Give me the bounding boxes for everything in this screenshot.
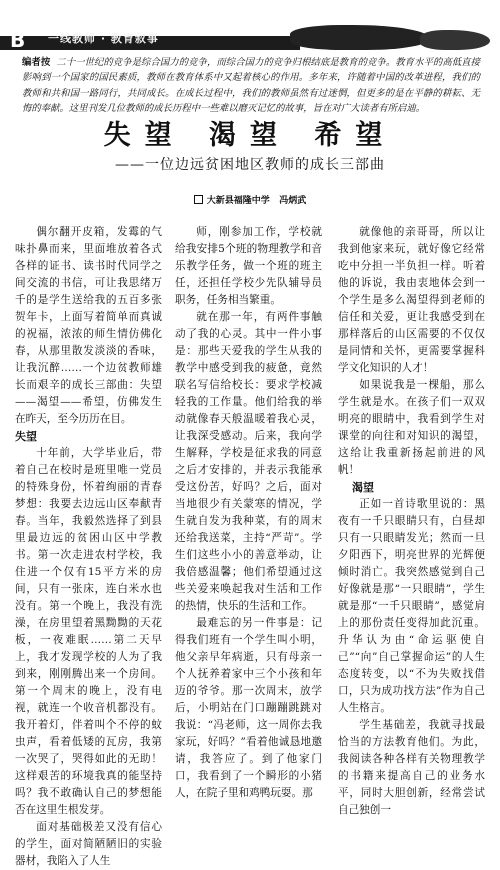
text-column-2 xyxy=(175,224,322,799)
author-school: 大新县福隆中学 xyxy=(206,196,270,206)
banner-letter: B xyxy=(10,28,26,52)
editor-note-text: 二十一世纪的竞争是综合国力的竞争，而综合国力的竞争归根结底是教育的竞争。教育水平的高低直接影响到一个国家的国民素质，教师在教育体系中又起着核心的作用。多年来，许随着中国的改革进程，我们的教师和共和国一路同行，共同成长。在成长过程中，我们的教师虽然有过迷惘，但更多的是在平静的耕耘、无悔的奉献。这里刊发几位教师的成长历程中一些难以磨灭记忆的故事，旨在对广大读者有所启迪。 xyxy=(22,57,480,115)
author-box-icon xyxy=(194,195,203,204)
paragraph: 正如一首诗歌里说的：黑夜有一千只眼睛只有，白昼却只有一只眼睛发光；然而一旦夕阳西下，明亮世界的光辉便倾时消亡。我突然感觉到自己好像就是那“一只眼睛”，学生就是那“一千只眼睛”，感觉肩上的那份责任变得加此沉重。升华认为由“命运驱使自己”“向”自己掌握命运”的人生态度转变，以“不为失败找借口，只为成功找方法”作为自己人生格言。 xyxy=(338,498,485,714)
paragraph: 师，刚参加工作，学校就给我安排5个班的物理教学和音乐教学任务，做一个班的班主任，还担任学校少先队辅导员职务，任务相当繁重。 xyxy=(175,226,322,306)
paragraph: 面对基础极差又没有信心的学生，面对简陋陋旧的实验器材，我陷入了人生 xyxy=(15,821,162,867)
section-banner xyxy=(0,0,500,50)
section-heading: 渴望 xyxy=(352,481,374,494)
paragraph: 最难忘的另一件事是：记得我们班有一个学生叫小明，他父亲早年病逝，只有母亲一个人抚养着家中三个小孩和年迈的爷爷。那一次周末，放学后，小明站在门口蹦蹦跳跳对我说：“冯老师，这一周你去我家玩，好吗？”看着他诚恳地邀请，我答应了。到了他家门口，我看到了一个瞬形的小猪人，在院子里和鸡鸭玩耍。那 xyxy=(175,617,322,799)
paragraph: 十年前，大学毕业后，带着自己在校时是班里唯一党员的特殊身份，怀着绚丽的青春梦想：我要去边远山区奉献青春。当年，我毅然选择了到县里最边远的贫困山区中学教书。第一次走进农村学校，我住进一个仅有15平方米的房间，只有一张床，连白米水也没有。第一个晚上，我没有洗澡，在房里望着黑黝黝的天花板，一夜难眠……第二天早上，我才发现学校的人为了我到来，刚刚腾出来一个房间。第一个周末的晚上，没有电视，就连一个收音机都没有。我开着灯，伴着叫个不停的蚊虫声，看着低矮的瓦房，我第一次哭了，哭得如此的无助！这样艰苦的环境我真的能坚持吗？我不敢确认自己的梦想能否在这里生根发芽。 xyxy=(15,447,162,816)
paragraph: 如果说我是一棵船，那么学生就是水。在孩子们一双双明亮的眼睛中，我看到学生对课堂的向往和对知识的渴望，这给让我重新扬起前进的风帆！ xyxy=(338,379,485,476)
paragraph: 就像他的亲哥哥，所以让我到他家来玩，就好像它经常吃中分担一半负担一样。听着他的诉说，我由衷地体会到一个学生是多么渴望得到老师的信任和关爱，更让我感受到在那样落后的山区需要的不仅仅是同情和关怀，更需要掌握科学文化知识的人才！ xyxy=(338,226,485,374)
banner-text: 一线教师 · 教育叙事 xyxy=(48,32,159,45)
author-name: 冯炳武 xyxy=(279,196,307,206)
editor-note xyxy=(22,55,480,117)
paragraph: 学生基础差，我就寻找最恰当的方法教育他们。为此，我阅读各种各样有关物理教学的书籍来提高自己的业务水平，同时大胆创新，经常尝试自己独创一 xyxy=(338,719,485,816)
author-line xyxy=(0,193,500,206)
section-heading: 失望 xyxy=(15,430,37,443)
text-column-3 xyxy=(338,224,485,816)
text-column-1 xyxy=(15,224,162,867)
article-title: 失望 渴望 希望 xyxy=(103,120,397,151)
editor-note-label: 编者按 xyxy=(22,57,51,68)
banner-blob xyxy=(290,25,430,50)
paragraph: 就在那一年，有两件事触动了我的心灵。其中一件小事是：那些天爱我的学生从我的教学中感受到我的疲惫，竟然联名写信给校长：要求学校减轻我的工作量。他们给我的举动就像春天般温暖着我心灵，让我深受感动。后来，我向学生解释，学校是征求我的同意之后才安排的，并表示我能承受这份苦，好吗？之后，面对当地很少有关蒙寒的情况，学生就自发为我种菜，有的周末还给我送菜，主持“严苛”。学生们这些小小的善意举动，让我倍感温馨；他们希望通过这些关爱来唤起我对生活和工作的热情，快乐的生活和工作。 xyxy=(175,311,322,612)
article-subtitle: ——一位边远贫困地区教师的成长三部曲 xyxy=(115,157,385,173)
banner-blob xyxy=(420,30,490,50)
paragraph: 偶尔翻开皮箱，发霉的气味扑鼻而来，里面堆放着各式各样的证书、读书时代同学之间交流的书信，可让我思绪万千的是学生送给我的五百多张贺年卡，上面写着简单而真诚的祝福，浓浓的师生情仿佛化春，从那里散发淡淡的香味，让我沉醉……一个边贫教师雄长而艰辛的成长三部曲：失望——渴望——希望，仿佛发生在昨天，至今历历在目。 xyxy=(15,226,162,425)
